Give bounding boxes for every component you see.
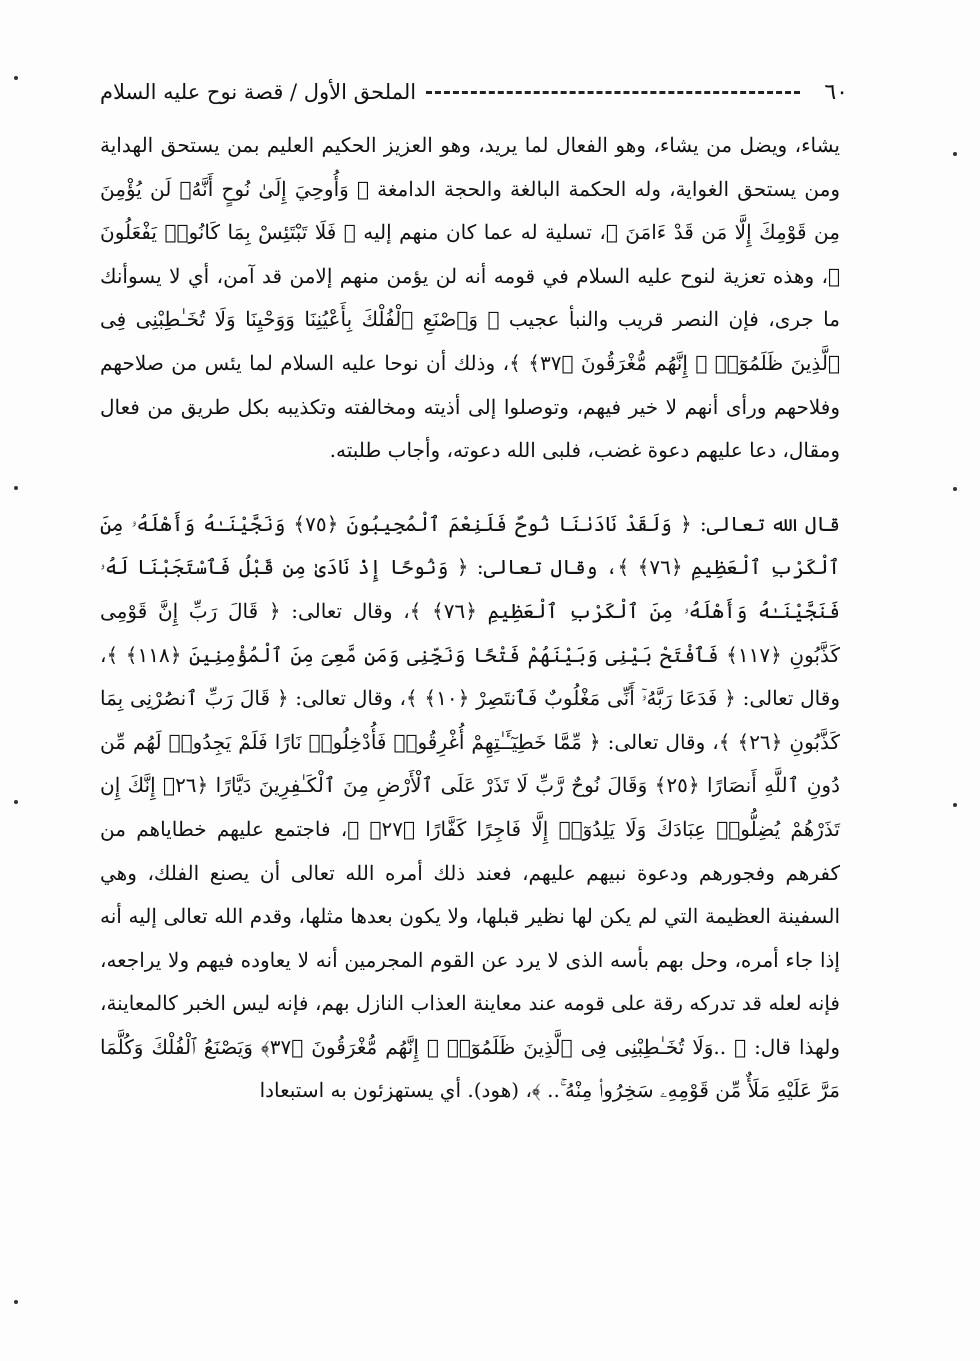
scan-speck xyxy=(14,486,18,490)
scan-speck xyxy=(953,152,957,156)
paragraph-2: قال الله تعالى: ﴿ وَلَقَدْ نَادَىٰنَا نُوحٌ فَلَنِعْمَ ٱلْمُجِيبُونَ ﴿٧٥﴾ وَنَجَّيْنَـٰهُ وَأَهْلَهُۥ مِنَ ٱلْكَرْبِ ٱلْعَظِيمِ ﴿٧٦﴾ ﴾، وقال تعالى: ﴿ وَنُوحًا إِذْ نَادَىٰ مِن قَبْلُ فَٱسْتَجَبْنَا لَهُۥ فَنَجَّيْنَـٰهُ وَأَهْلَهُۥ مِنَ ٱلْكَرْبِ ٱلْعَظِيمِ ﴿٧٦﴾ ﴾، وقال تعالى: ﴿ قَالَ رَبِّ إِنَّ قَوْمِى كَذَّبُونِ ﴿١١٧﴾ فَٱفْتَحْ بَيْنِى وَبَيْنَهُمْ فَتْحًا وَنَجِّنِى وَمَن مَّعِىَ مِنَ ٱلْمُؤْمِنِينَ ﴿١١٨﴾ ﴾، وقال تعالى: ﴿ فَدَعَا رَبَّهُۥٓ أَنِّى مَغْلُوبٌ فَٱنتَصِرْ ﴿١٠﴾ ﴾، وقال تعالى: ﴿ قَالَ رَبِّ ٱنصُرْنِى بِمَا كَذَّبُونِ ﴿٢٦﴾ ﴾، وقال تعالى: ﴿ مِّمَّا خَطِيٓـَٔـٰتِهِمْ أُغْرِقُوا۟ فَأُدْخِلُوا۟ نَارًا فَلَمْ يَجِدُوا۟ لَهُم مِّن دُونِ ٱللَّهِ أَنصَارًا ﴿٢٥﴾ وَقَالَ نُوحٌ رَّبِّ لَا تَذَرْ عَلَى ٱلْأَرْضِ مِنَ ٱلْكَـٰفِرِينَ دَيَّارًا ﴿٢٦﴾ إِنَّكَ إِن تَذَرْهُمْ يُضِلُّوا۟ عِبَادَكَ وَلَا يَلِدُوٓا۟ إِلَّا فَاجِرًا كَفَّارًا ﴿٢٧﴾ ﴾، فاجتمع عليهم خطاياهم من كفرهم وفجورهم ودعوة نبيهم عليهم، فعند ذلك أمره الله تعالى أن يصنع الفلك، وهي السفينة العظيمة التي لم يكن لها نظير قبلها، ولا يكون بعدها مثلها، وقدم الله تعالى إليه أنه إذا جاء أمره، وحل بهم بأسه الذى لا يرد عن القوم المجرمين أنه لا يعاوده فيهم ولا يراجعه، فإنه لعله قد تدركه رقة على قومه عند معاينة العذاب النازل بهم، فإنه ليس الخبر كالمعاينة، ولهذا قال: ﴿ ..وَلَا تُخَـٰطِبْنِى فِى ٱلَّذِينَ ظَلَمُوٓا۟ ۚ إِنَّهُم مُّغْرَقُونَ ﴿٣٧﴾ وَيَصْنَعُ ٱلْفُلْكَ وَكُلَّمَا مَرَّ عَلَيْهِ مَلَأٌ مِّن قَوْمِهِۦ سَخِرُوا۟ مِنْهُ ۚ.. ﴾، (هود). أي يستهزئون به استبعادا xyxy=(100,511,841,1103)
header-dashed-rule xyxy=(426,91,800,94)
running-title: الملحق الأول / قصة نوح عليه السلام xyxy=(100,80,417,104)
paragraph-1: يشاء، ويضل من يشاء، وهو الفعال لما يريد، وهو العزيز الحكيم العليم بمن يستحق الهداية ومن يستحق الغواية، وله الحكمة البالغة والحجة الدامغة ﴿ وَأُوحِيَ إِلَىٰ نُوحٍ أَنَّهُۥ لَن يُؤْمِنَ مِن قَوْمِكَ إِلَّا مَن قَدْ ءَامَنَ ﴾، تسلية له عما كان منهم إليه ﴿ فَلَا تَبْتَئِسْ بِمَا كَانُوا۟ يَفْعَلُونَ ﴾، وهذه تعزية لنوح عليه السلام في قومه أنه لن يؤمن منهم إلامن قد آمن، أي لا يسوأنك ما جرى، فإن النصر قريب والنبأ عجيب ﴿ وَٱصْنَعِ ٱلْفُلْكَ بِأَعْيُنِنَا وَوَحْيِنَا وَلَا تُخَـٰطِبْنِى فِى ٱلَّذِينَ ظَلَمُوٓا۟ ۚ إِنَّهُم مُّغْرَقُونَ ﴿٣٧﴾ ﴾، وذلك أن نوحا عليه السلام لما يئس من صلاحهم وفلاحهم ورأى أنهم لا خير فيهم، وتوصلوا إلى أذيته ومخالفته وتكذيبه بكل طريق من فعال ومقال، دعا عليهم دعوة غضب، فلبى الله دعوته، وأجاب طلبته. xyxy=(100,133,841,463)
scan-speck xyxy=(14,76,18,80)
page-number: ٦٠ xyxy=(824,79,848,105)
body-text xyxy=(100,124,840,1113)
scan-speck xyxy=(953,487,957,491)
page-header xyxy=(100,72,848,112)
scan-speck xyxy=(14,800,18,804)
scan-speck xyxy=(953,803,957,807)
scan-speck xyxy=(14,1300,18,1304)
